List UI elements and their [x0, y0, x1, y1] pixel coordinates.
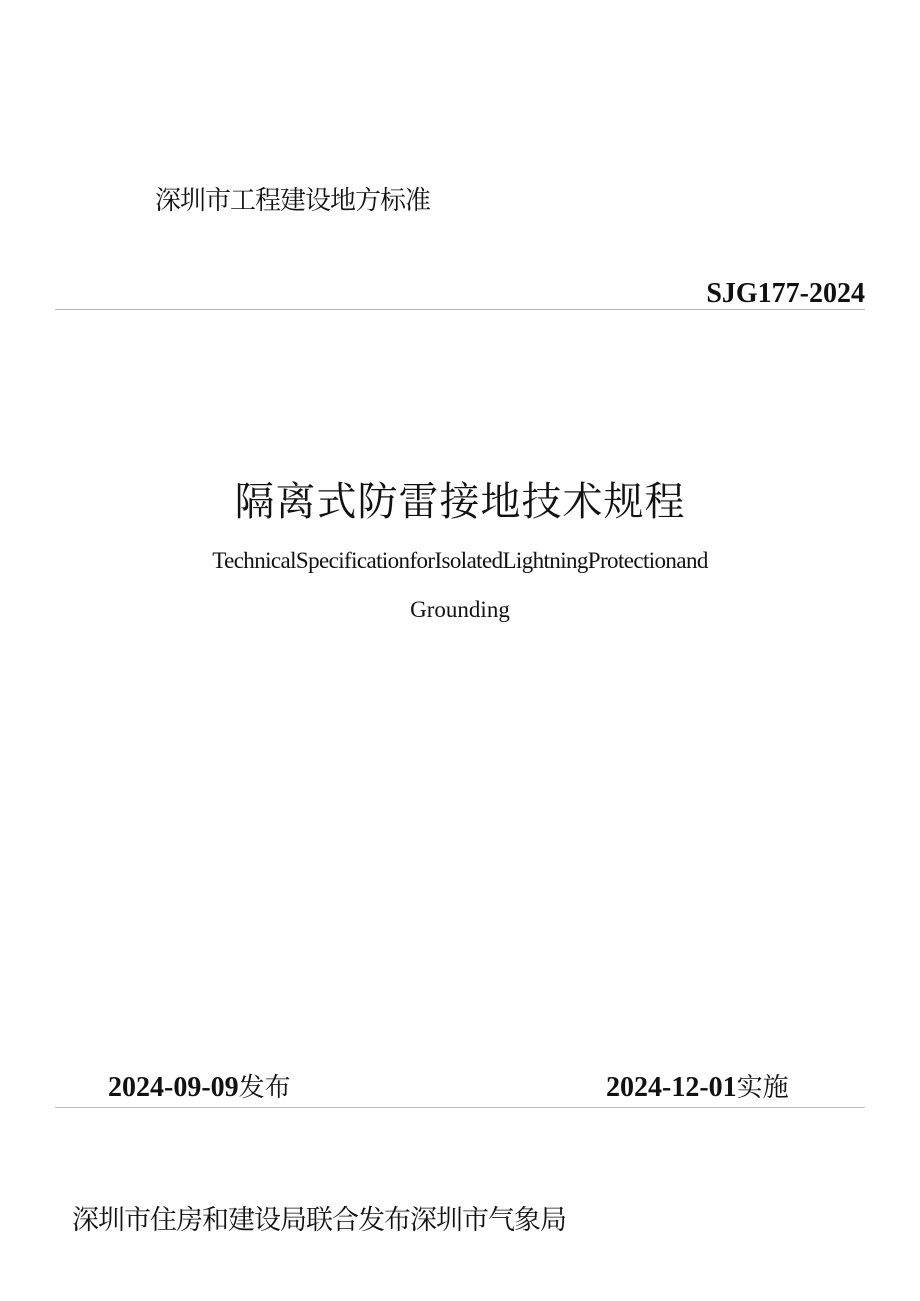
implementation-date-value: 2024-12-01	[606, 1072, 737, 1103]
document-title-en-line2: Grounding	[410, 597, 510, 622]
standard-series-label: 深圳市工程建设地方标准	[155, 186, 431, 216]
bottom-divider	[55, 1107, 865, 1108]
publisher-line: 深圳市住房和建设局联合发布深圳市气象局	[72, 1205, 566, 1236]
issue-date-label: 发布	[238, 1073, 291, 1103]
implementation-date	[606, 1067, 789, 1104]
implementation-date-label: 实施	[736, 1073, 789, 1103]
issue-date	[108, 1067, 291, 1104]
document-title-zh: 隔离式防雷接地技术规程	[234, 479, 686, 525]
issue-date-value: 2024-09-09	[108, 1072, 239, 1103]
top-divider	[55, 309, 865, 310]
standard-code: SJG177-2024	[706, 278, 865, 309]
document-title-en-line1: TechnicalSpecificationforIsolatedLightningProtectionand	[212, 548, 708, 573]
